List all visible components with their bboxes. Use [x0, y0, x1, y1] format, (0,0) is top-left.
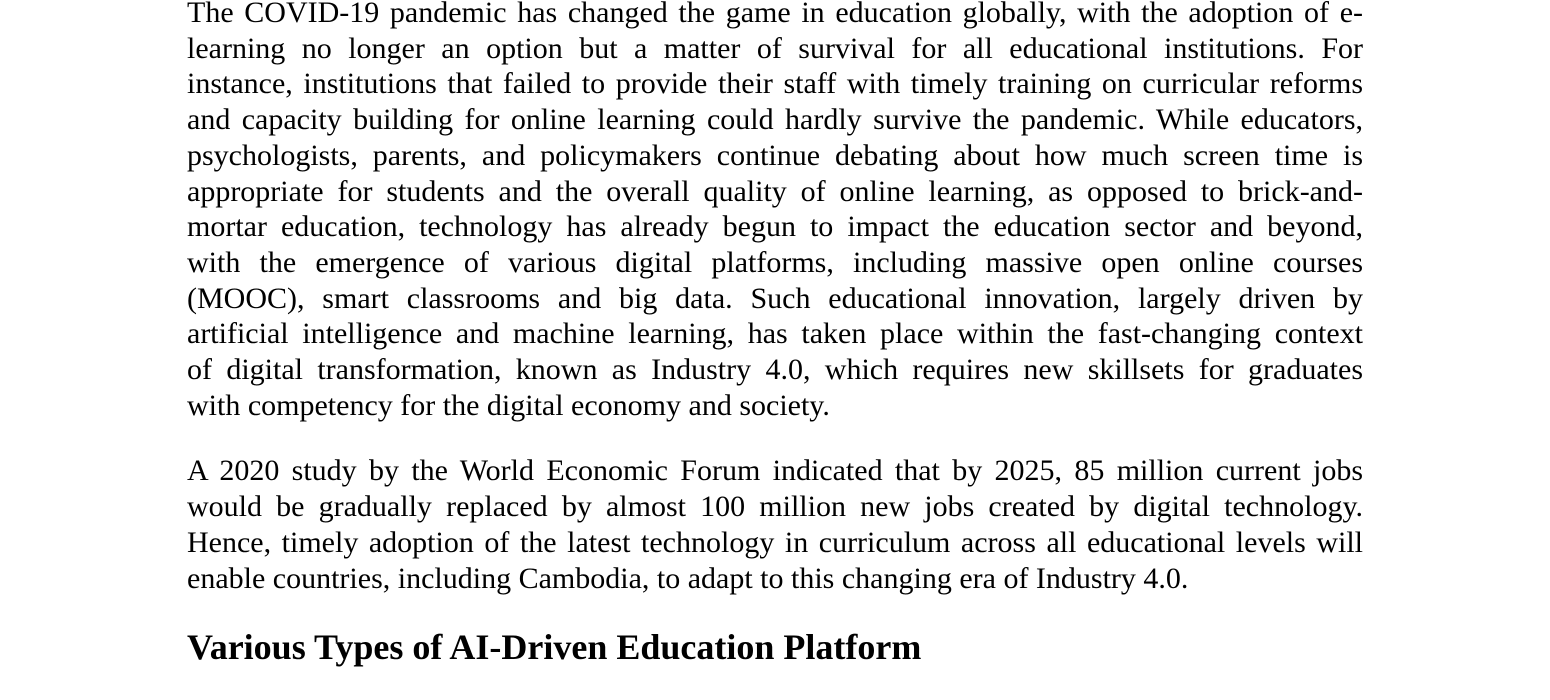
section-heading: Various Types of AI-Driven Education Platform	[187, 627, 922, 668]
text-line: (MOOC), smart classrooms and big data. Such educational innovation, largely driven by	[187, 281, 1363, 315]
text-line: enable countries, including Cambodia, to adapt to this changing era of Industry 4.0.	[187, 561, 1189, 595]
text-line: and capacity building for online learning could hardly survive the pandemic. While educators,	[187, 103, 1363, 137]
text-line: Hence, timely adoption of the latest technology in curriculum across all educational levels will	[187, 525, 1363, 559]
text-line: with the emergence of various digital platforms, including massive open online courses	[187, 245, 1363, 279]
text-line: with competency for the digital economy and society.	[187, 388, 830, 422]
text-line: psychologists, parents, and policymakers continue debating about how much screen time is	[187, 138, 1363, 172]
text-line: learning no longer an option but a matter of survival for all educational institutions. For	[187, 31, 1363, 65]
paragraph-wef-study	[187, 453, 1363, 596]
paragraph-covid-elearning	[187, 0, 1363, 423]
document-content	[187, 0, 1363, 668]
text-line: instance, institutions that failed to provide their staff with timely training on curricular reforms	[187, 67, 1363, 101]
text-line: mortar education, technology has already begun to impact the education sector and beyond,	[187, 210, 1363, 244]
text-line: of digital transformation, known as Industry 4.0, which requires new skillsets for graduates	[187, 353, 1363, 387]
text-line: artificial intelligence and machine learning, has taken place within the fast-changing context	[187, 317, 1363, 351]
text-line: The COVID-19 pandemic has changed the game in education globally, with the adoption of e-	[187, 0, 1363, 29]
text-line: would be gradually replaced by almost 100 million new jobs created by digital technology.	[187, 490, 1363, 524]
text-line: appropriate for students and the overall quality of online learning, as opposed to brick-and-	[187, 174, 1363, 208]
text-line: A 2020 study by the World Economic Forum indicated that by 2025, 85 million current jobs	[187, 454, 1363, 488]
